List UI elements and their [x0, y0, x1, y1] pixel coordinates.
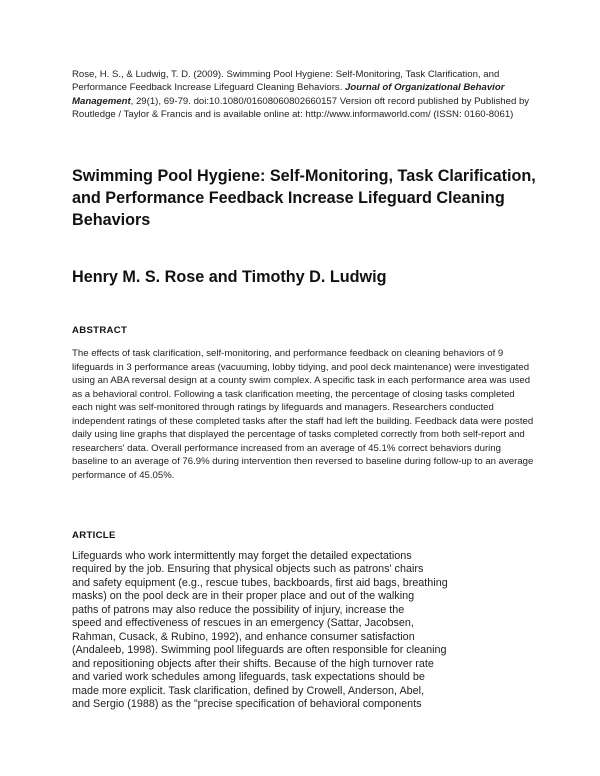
article-line: required by the job. Ensuring that physical objects such as patrons' chairs — [72, 563, 424, 576]
article-line: and repositioning objects after their shifts. Because of the high turnover rate — [72, 657, 434, 670]
article-line: and safety equipment (e.g., rescue tubes, backboards, first aid bags, breathing — [72, 576, 448, 589]
article-line: speed and effectiveness of rescues in an emergency (Sattar, Jacobsen, — [72, 617, 414, 630]
citation-suffix: , 29(1), 69-79. doi:10.1080/01608060802660157 Version oft record published by Published by Routledge / Taylor & Francis and is available online at: http://www.informaworld.com/ (ISSN: 0160-8061) — [72, 95, 530, 121]
article-line: Lifeguards who work intermittently may forget the detailed expectations — [72, 550, 412, 562]
article-line: made more explicit. Task clarification, defined by Crowell, Anderson, Abel, — [72, 684, 425, 697]
article-line: Rahman, Cusack, & Rubino, 1992), and enhance consumer satisfaction — [72, 630, 415, 643]
article-line: masks) on the pool deck are in their proper place and out of the walking — [72, 590, 415, 603]
citation-journal: Journal of Organizational Behavior Management — [72, 82, 505, 107]
paper-title: Swimming Pool Hygiene: Self-Monitoring, Task Clarification, and Performance Feedback Increase Lifeguard Cleaning Behaviors — [72, 167, 536, 229]
article-line: (Andaleeb, 1998). Swimming pool lifeguards are often responsible for cleaning — [72, 644, 447, 657]
article-line: and Sergio (1988) as the "precise specification of behavioral components — [72, 697, 422, 710]
citation-block — [72, 68, 534, 122]
citation-prefix: Rose, H. S., & Ludwig, T. D. (2009). Swimming Pool Hygiene: Self-Monitoring, Task Clarification, and Performance Feedback Increase Lifeguard Cleaning Behaviors. — [72, 69, 500, 94]
abstract-text: The effects of task clarification, self-monitoring, and performance feedback on cleaning behaviors of 9 lifeguards in 3 performance areas (vacuuming, lobby tidying, and pool deck maintenance) were investigated using an ABA reversal design at a county swim complex. A specific task in each performance area was used as a behavioral control. Following a task clarification meeting, the percentage of closing tasks completed each night was self-monitored through ratings by lifeguards and managers. Researchers conducted independent ratings of these completed tasks after the staff had left the building. Feedback data were posted daily using line graphs that displayed the percentage of tasks completed correctly from both self-report and researchers' data. Overall performance increased from an average of 45.1% correct behaviors during baseline to an average of 76.9% during intervention then reversed to baseline during follow-up to an average performance of 45.05%. — [72, 348, 534, 481]
article-body — [72, 550, 512, 711]
article-heading: ARTICLE — [72, 530, 116, 541]
paper-authors: Henry M. S. Rose and Timothy D. Ludwig — [72, 268, 387, 286]
abstract-heading: ABSTRACT — [72, 325, 128, 336]
article-line: paths of patrons may also reduce the possibility of injury, increase the — [72, 603, 405, 616]
article-line: and varied work schedules among lifeguards, task expectations should be — [72, 671, 425, 684]
